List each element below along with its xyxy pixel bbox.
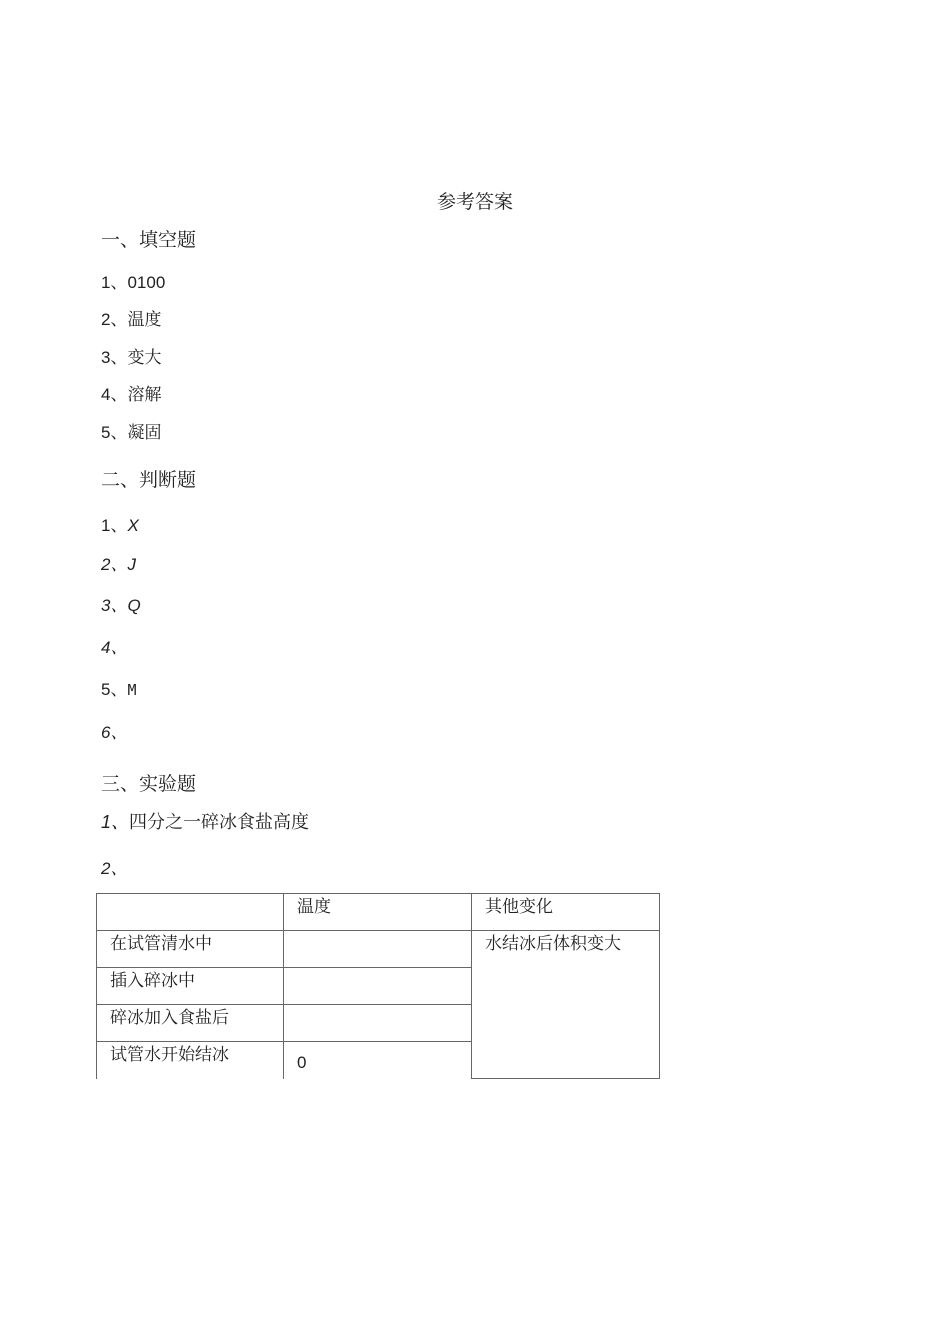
section-heading-true-false: 二、判断题 [101,469,197,491]
table-header-cell: 其他变化 [472,894,660,931]
experiment-answer-2 [101,854,127,879]
tf-answer-5 [101,675,137,700]
table-cell-temperature [284,1005,472,1042]
table-header-cell: 温度 [284,894,472,931]
tf-answer-number: 6、 [101,723,128,742]
tf-answer-number: 1、 [101,516,128,535]
fill-answer-text: 溶解 [127,385,162,405]
fill-answer-number: 5、 [101,423,128,442]
experiment-answer-number: 2、 [101,859,128,878]
table-row [97,931,660,968]
tf-answer-mark: M [127,681,137,699]
fill-answer-number: 2、 [101,310,128,329]
table-cell-temperature [284,968,472,1005]
table-cell-condition: 碎冰加入食盐后 [97,1005,284,1042]
tf-answer-4 [101,633,127,658]
table-cell-condition: 在试管清水中 [97,931,284,968]
tf-answer-mark: J [127,555,136,574]
tf-answer-3 [101,591,141,616]
fill-answer-1 [101,268,165,293]
table-header-row [97,894,660,931]
fill-answer-number: 1、 [101,273,128,292]
tf-answer-number: 3、 [101,596,128,615]
page-title: 参考答案 [436,191,513,213]
fill-answer-3 [101,343,161,368]
tf-answer-mark: Q [127,596,141,615]
table-header-cell [97,894,284,931]
experiment-table [96,893,660,1079]
tf-answer-number: 5、 [101,680,128,699]
fill-answer-text: 温度 [127,310,162,330]
section-heading-experiment: 三、实验题 [101,773,197,795]
experiment-answer-1 [101,808,309,834]
tf-answer-1 [101,511,139,536]
fill-answer-4 [101,380,161,405]
tf-answer-mark: X [127,516,139,535]
tf-answer-2 [101,550,136,575]
fill-answer-text: 0100 [127,273,166,292]
fill-answer-number: 4、 [101,385,128,404]
fill-answer-text: 凝固 [127,423,162,443]
section-heading-fill-in: 一、填空题 [101,229,197,251]
fill-answer-2 [101,305,161,330]
fill-answer-number: 3、 [101,348,128,367]
experiment-answer-text: 四分之一碎冰食盐高度 [129,812,310,833]
experiment-answer-number: 1、 [101,812,130,832]
table-cell-temperature: 0 [284,1042,472,1079]
table-cell-condition: 试管水开始结冰 [97,1042,284,1079]
fill-answer-text: 变大 [127,348,162,368]
tf-answer-number: 2、 [101,555,128,574]
table-cell-temperature [284,931,472,968]
table-cell-other-change: 水结冰后体积变大 [472,931,660,1079]
fill-answer-5 [101,418,161,443]
tf-answer-6 [101,718,127,743]
table-cell-condition: 插入碎冰中 [97,968,284,1005]
tf-answer-number: 4、 [101,638,128,657]
